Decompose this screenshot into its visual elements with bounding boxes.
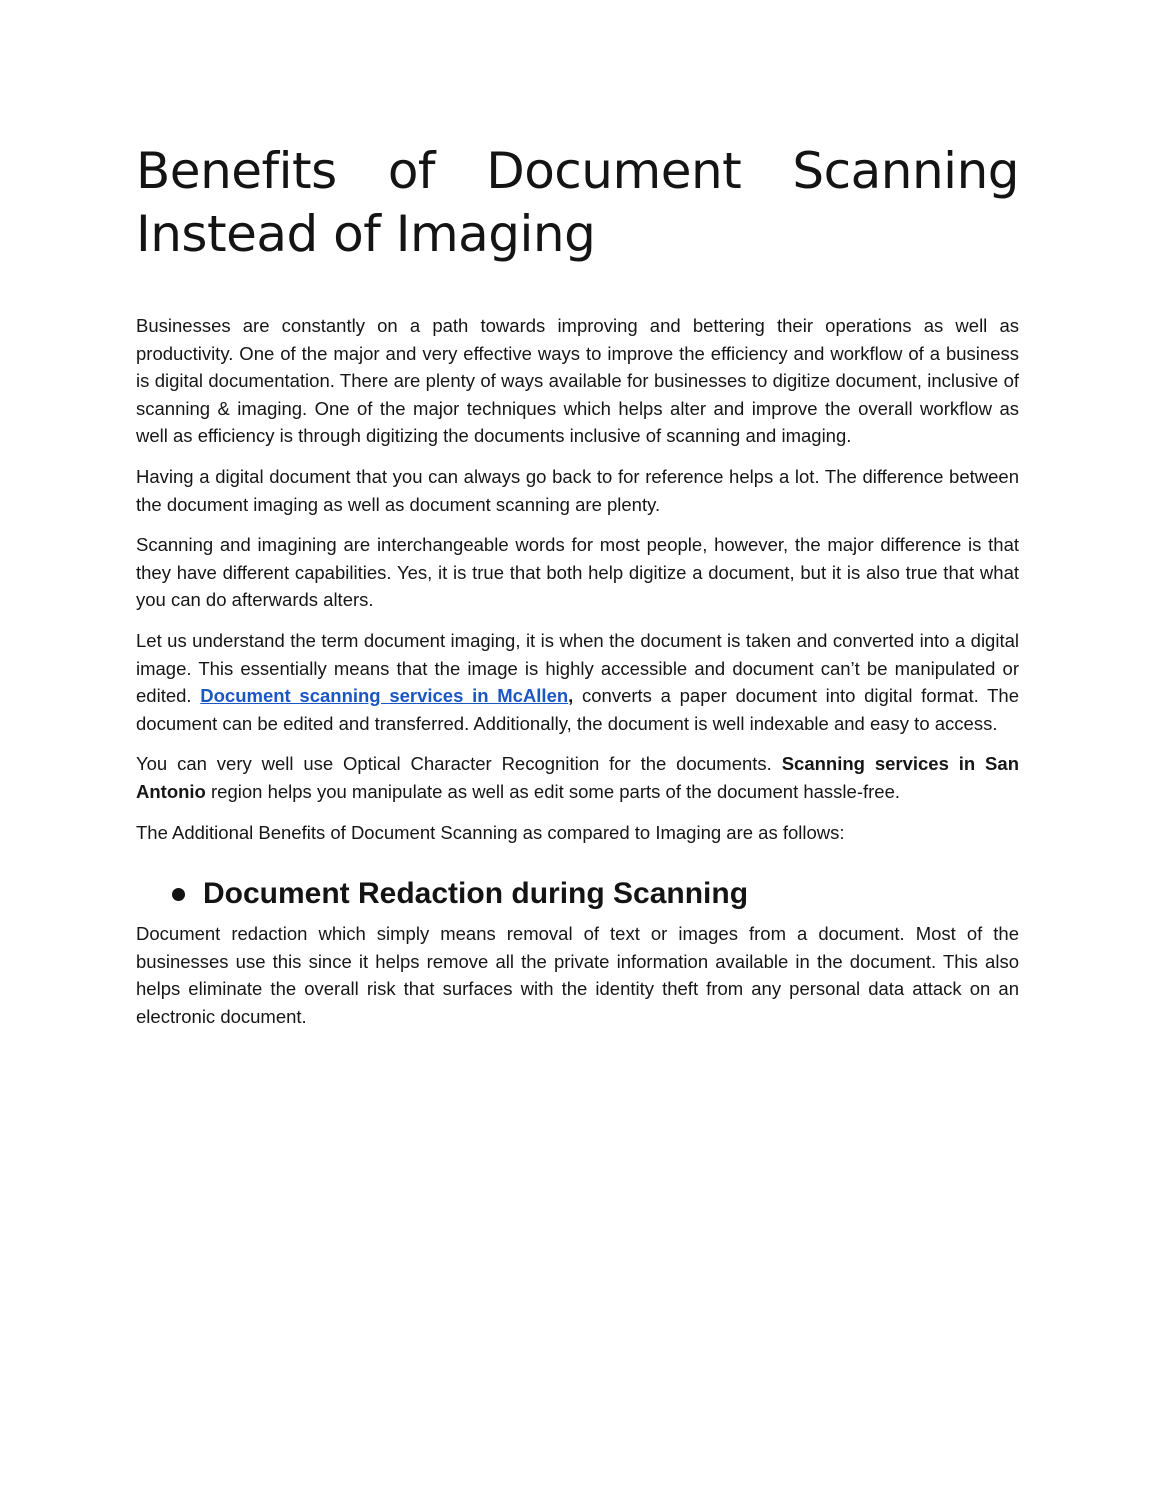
page-title: Benefits of Document Scanning Instead of Imaging (136, 142, 1019, 263)
bullet-icon (172, 888, 185, 901)
paragraph-document-imaging-text-start: Let us understand the term document imaging, it is when the document is taken and converted into a digital image. This essentially means that the image is highly accessible and document can’t be manipulated or edited. (136, 629, 1019, 707)
bullet-heading-redaction (172, 874, 1019, 914)
paragraph-document-imaging-text-end: converts a paper document into digital format. The document can be edited and transferred. Additionally, the document is well indexable and easy to access. (136, 685, 1019, 734)
paragraph-scanning-vs-imaging: Scanning and imagining are interchangeable words for most people, however, the major difference is that they have different capabilities. Yes, it is true that both help digitize a document, but it is also true that what you can do afterwards alters. (136, 534, 1019, 611)
paragraph-ocr (136, 750, 1019, 805)
paragraph-redaction: Document redaction which simply means removal of text or images from a document. Most of the businesses use this since it helps remove all the private information available in the document. This also helps eliminate the overall risk that surfaces with the identity theft from any personal data attack on an electronic document. (136, 923, 1019, 1027)
mcallen-scanning-link[interactable]: Document scanning services in McAllen (200, 685, 569, 707)
paragraph-ocr-text-end: region helps you manipulate as well as edit some parts of the document hassle-free. (205, 780, 901, 802)
paragraph-digital-document: Having a digital document that you can always go back to for reference helps a lot. The difference between the document imaging as well as document scanning are plenty. (136, 465, 1019, 515)
link-comma: , (568, 685, 574, 707)
paragraph-intro: Businesses are constantly on a path towards improving and bettering their operations as well as productivity. One of the major and very effective ways to improve the efficiency and workflow of a business is digital documentation. There are plenty of ways available for businesses to digitize document, inclusive of scanning & imaging. One of the major techniques which helps alter and improve the overall workflow as well as efficiency is through digitizing the documents inclusive of scanning and imaging. (136, 315, 1019, 447)
bullet-heading-text: Document Redaction during Scanning (203, 877, 749, 911)
paragraph-ocr-text-start: You can very well use Optical Character Recognition for the documents. (136, 753, 782, 775)
document-body (136, 140, 1019, 1043)
paragraph-document-imaging (136, 627, 1019, 737)
paragraph-additional-benefits: The Additional Benefits of Document Scanning as compared to Imaging are as follows: (136, 821, 845, 843)
san-antonio-bold-text: Scanning services in San Antonio (136, 753, 1019, 802)
